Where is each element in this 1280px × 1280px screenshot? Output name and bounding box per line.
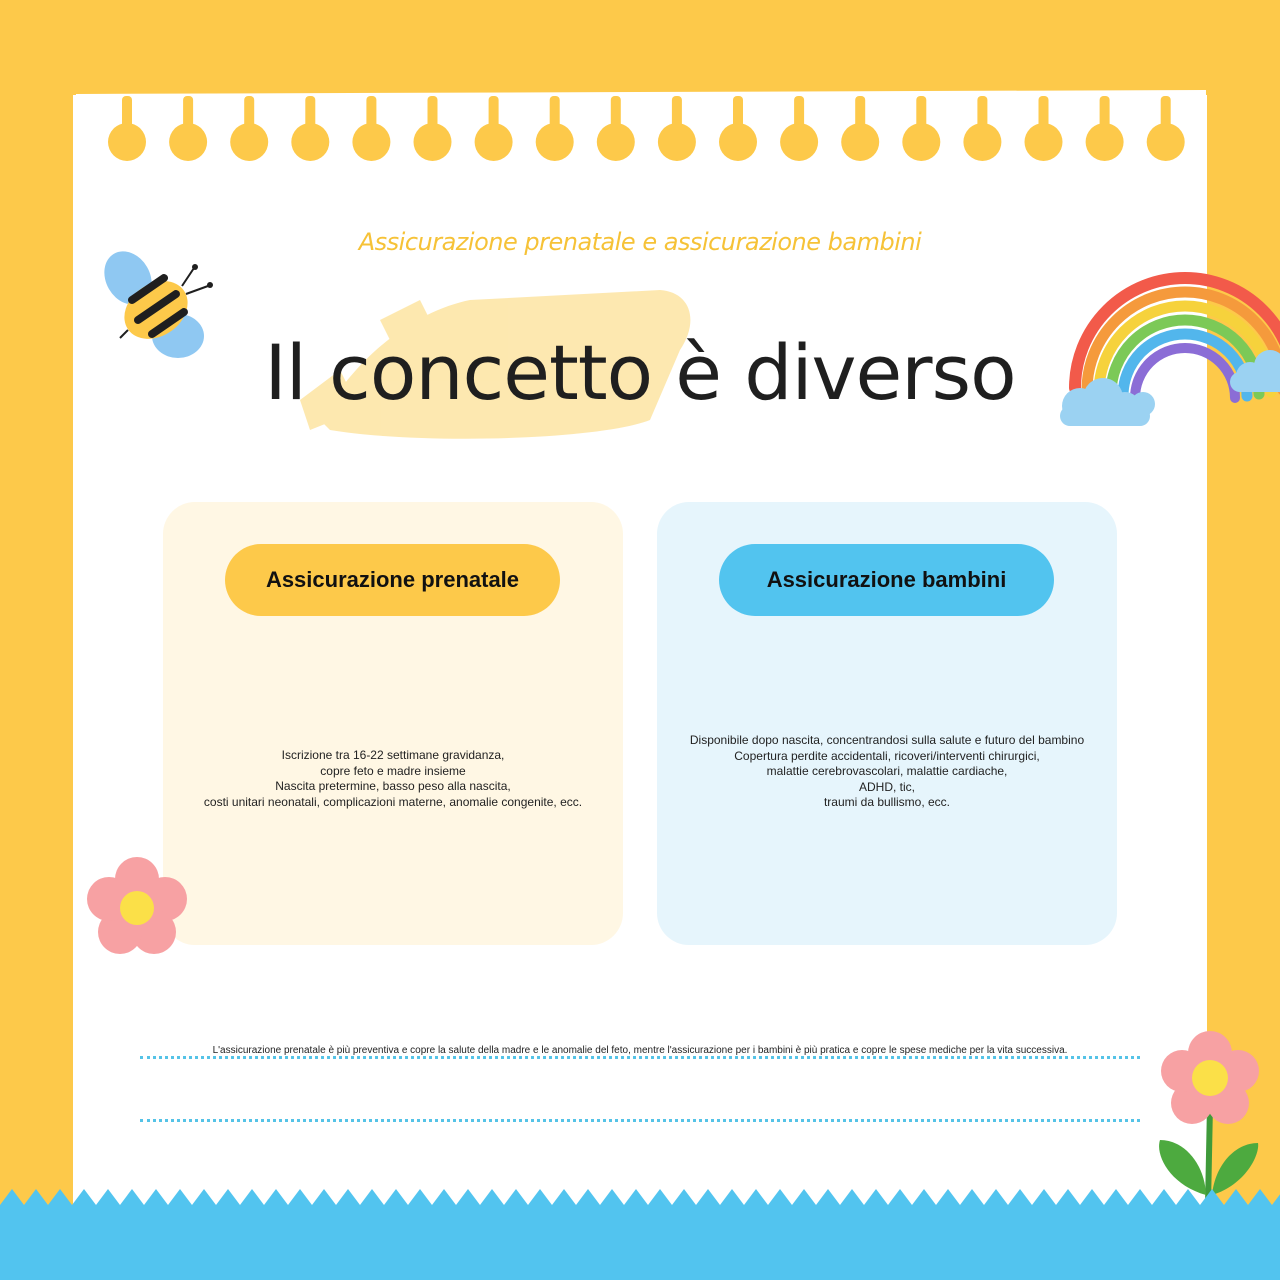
binder-hole [475, 96, 513, 161]
rainbow-illustration [1055, 258, 1280, 438]
binder-hole [963, 96, 1001, 161]
binder-hole [352, 96, 390, 161]
wave-shape [0, 1189, 1280, 1280]
dotted-line [140, 1119, 1140, 1122]
binder-hole [291, 96, 329, 161]
binder-hole [1147, 96, 1185, 161]
prenatal-line: Iscrizione tra 16-22 settimane gravidanza, [281, 748, 505, 762]
page-title: Il concetto è diverso [264, 328, 1016, 417]
subtitle: Assicurazione prenatale e assicurazione bambini [358, 228, 922, 256]
binder-hole [414, 96, 452, 161]
binder-hole [1086, 96, 1124, 161]
prenatal-description [183, 748, 603, 810]
children-line: ADHD, tic, [858, 779, 915, 794]
children-badge: Assicurazione bambini [719, 544, 1054, 616]
prenatal-line: copre feto e madre insieme [320, 763, 466, 778]
children-line: Copertura perdite accidentali, ricoveri/interventi chirurgici, [734, 748, 1040, 763]
prenatal-badge: Assicurazione prenatale [225, 544, 560, 616]
binder-hole [108, 96, 146, 161]
children-description [677, 733, 1097, 811]
binder-hole [536, 96, 574, 161]
binder-hole [841, 96, 879, 161]
bee-illustration [98, 248, 228, 378]
children-line: traumi da bullismo, ecc. [823, 795, 951, 809]
wave-border [0, 1185, 1280, 1280]
binder-hole [1025, 96, 1063, 161]
prenatal-line: costi unitari neonatali, complicazioni materne, anomalie congenite, ecc. [203, 794, 583, 809]
flower-illustration [82, 852, 192, 962]
binder-hole [658, 96, 696, 161]
summary-note: L'assicurazione prenatale è più preventiva e copre la salute della madre e le anomalie del feto, mentre l'assicurazione per i bambini è più pratica e copre le spese mediche per la vita successiva. [212, 1045, 1068, 1056]
prenatal-line: Nascita pretermine, basso peso alla nascita, [275, 779, 511, 793]
binder-hole [230, 96, 268, 161]
binder-hole [719, 96, 757, 161]
dotted-line [140, 1056, 1140, 1059]
binder-hole [169, 96, 207, 161]
children-line: Disponibile dopo nascita, concentrandosi sulla salute e futuro del bambino [689, 733, 1085, 747]
prenatal-card [163, 502, 623, 945]
binder-hole [902, 96, 940, 161]
children-card [657, 502, 1117, 945]
binder-hole [597, 96, 635, 161]
binder-hole [780, 96, 818, 161]
children-line: malattie cerebrovascolari, malattie cardiache, [766, 764, 1008, 778]
binder-holes [0, 0, 1280, 180]
